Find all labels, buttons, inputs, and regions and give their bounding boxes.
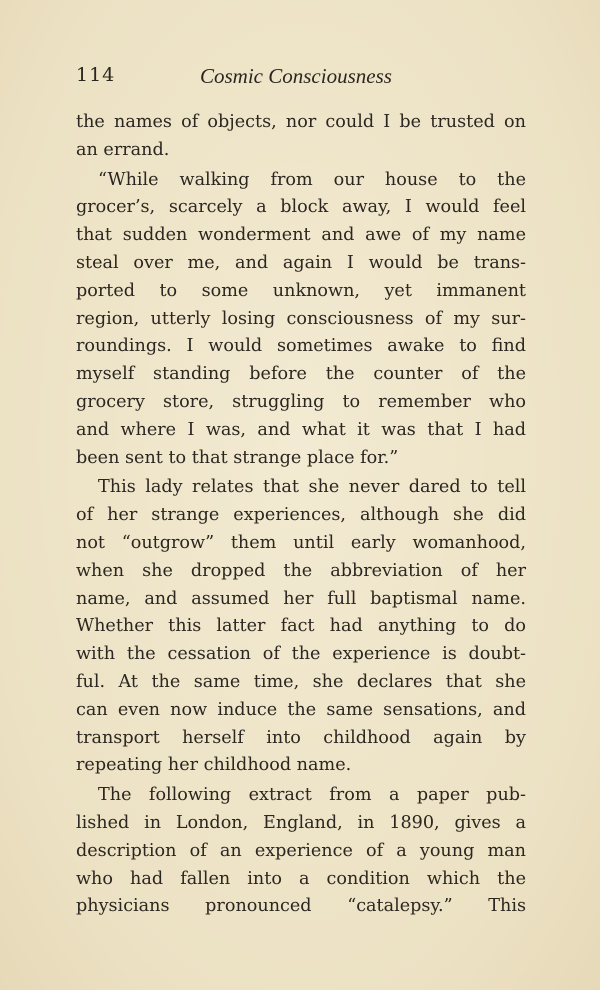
text-line: This lady relates that she never dared to tell [98, 477, 526, 498]
page-number: 114 [76, 64, 116, 86]
text-line: ported to some unknown, yet immanent [76, 280, 526, 301]
paragraph [76, 109, 526, 165]
text-line: steal over me, and again I would be trans- [76, 252, 526, 273]
text-line: transport herself into childhood again by [76, 727, 526, 748]
text-line: with the cessation of the experience is doubt- [76, 644, 526, 665]
text-line: grocer’s, scarcely a block away, I would feel [76, 197, 526, 218]
text-line: name, and assumed her full baptismal name. [76, 588, 526, 609]
text-line: an errand. [76, 139, 170, 160]
text-line: region, utterly losing consciousness of my sur- [76, 308, 526, 329]
text-line: that sudden wonderment and awe of my name [76, 225, 526, 246]
text-line: when she dropped the abbreviation of her [76, 560, 526, 581]
text-line: been sent to that strange place for.” [76, 447, 399, 468]
text-line: can even now induce the same sensations, and [76, 699, 526, 720]
text-line: The following extract from a paper pub- [98, 785, 526, 806]
text-line: physicians pronounced “catalepsy.” This [76, 896, 526, 917]
running-title: Cosmic Consciousness [200, 64, 392, 88]
paragraph [76, 782, 526, 921]
paragraph [76, 474, 526, 780]
text-line: lished in London, England, in 1890, gives a [76, 812, 526, 833]
text-line: description of an experience of a young man [76, 840, 526, 861]
text-line: who had fallen into a condition which the [76, 868, 526, 889]
text-line: and where I was, and what it was that I had [76, 419, 526, 440]
text-line: the names of objects, nor could I be trusted on [76, 112, 526, 132]
text-line: ful. At the same time, she declares that she [76, 671, 526, 692]
text-line: not “outgrow” them until early womanhood, [76, 532, 526, 553]
paragraph [76, 167, 526, 473]
text-line: roundings. I would sometimes awake to find [76, 336, 526, 357]
text-line: repeating her childhood name. [76, 755, 352, 776]
text-line: of her strange experiences, although she did [76, 505, 526, 526]
page-body [76, 109, 526, 923]
text-line: grocery store, struggling to remember who [76, 391, 526, 412]
text-line: Whether this latter fact had anything to do [76, 616, 526, 637]
text-line: “While walking from our house to the [98, 169, 526, 190]
text-line: myself standing before the counter of the [76, 364, 526, 385]
